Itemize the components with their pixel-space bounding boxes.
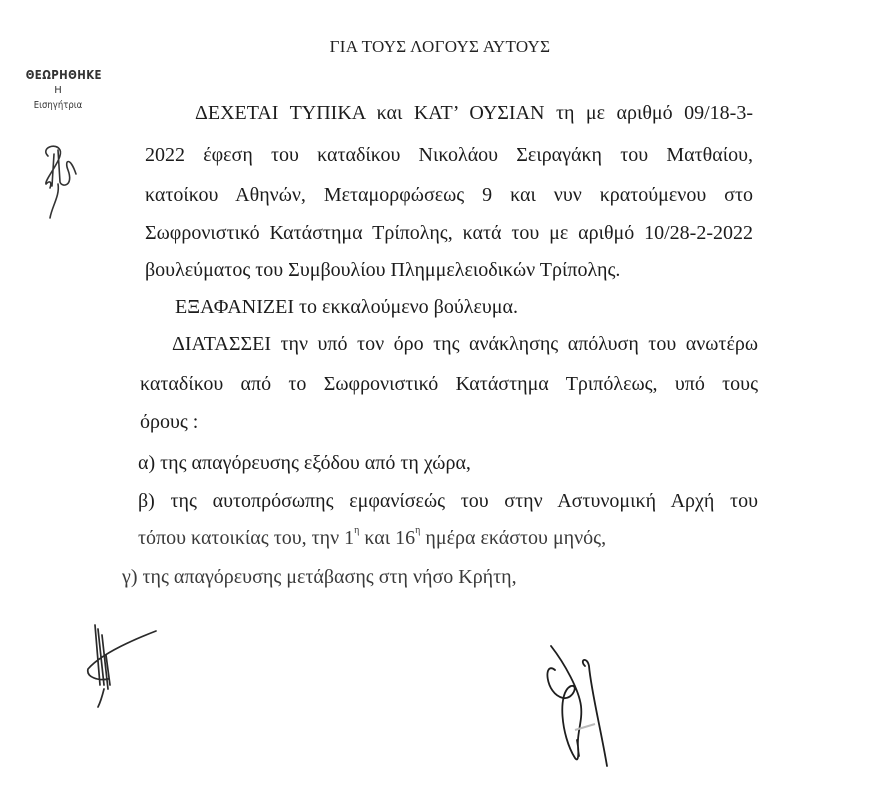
term-c: γ) της απαγόρευσης μετάβασης στη νήσο Κρήτη,	[122, 566, 517, 588]
paragraph-1-line-1: ΔΕΧΕΤΑΙ ΤΥΠΙΚΑ και ΚΑΤ’ ΟΥΣΙΑΝ τη με αριθμό 09/18-3-	[195, 102, 753, 124]
signature-top-left-icon	[30, 140, 90, 220]
term-b-text-pre: τόπου κατοικίας του, την 1	[138, 527, 355, 549]
term-b-line-1: β) της αυτοπρόσωπης εμφανίσεώς του στην Αστυνομική Αρχή του	[138, 490, 758, 512]
paragraph-1-line-3: κατοίκου Αθηνών, Μεταμορφώσεως 9 και νυν κρατούμενου στο	[145, 184, 753, 206]
superscript: η	[354, 525, 360, 536]
paragraph-3-line-2: καταδίκου από το Σωφρονιστικό Κατάστημα Τριπόλεως, υπό τους	[140, 373, 758, 395]
term-b-line-2	[138, 527, 606, 550]
signature-bottom-left-icon	[70, 615, 160, 715]
paragraph-3-line-1: ΔΙΑΤΑΣΣΕΙ την υπό τον όρο της ανάκλησης απόλυση του ανωτέρω	[172, 333, 758, 355]
paragraph-2: ΕΞΑΦΑΝΙΖΕΙ το εκκαλούμενο βούλευμα.	[175, 296, 518, 318]
paragraph-3-line-3: όρους :	[140, 411, 199, 433]
paragraph-1-line-2: 2022 έφεση του καταδίκου Νικολάου Σειραγάκη του Ματθαίου,	[145, 144, 753, 166]
signature-bottom-center-icon	[535, 640, 615, 780]
paragraph-1-line-4: Σωφρονιστικό Κατάστημα Τρίπολης, κατά του με αριθμό 10/28-2-2022	[145, 222, 753, 244]
section-heading: ΓΙΑ ΤΟΥΣ ΛΟΓΟΥΣ ΑΥΤΟΥΣ	[329, 37, 551, 56]
term-b-text-post: ημέρα εκάστου μηνός,	[420, 527, 607, 549]
term-a: α) της απαγόρευσης εξόδου από τη χώρα,	[138, 452, 471, 474]
superscript: η	[415, 525, 421, 536]
stamp-line-3: Εισηγήτρια	[33, 100, 83, 111]
term-b-text-mid: και 16	[359, 527, 416, 549]
paragraph-1-line-5: βουλεύματος του Συμβουλίου Πλημμελειοδικών Τρίπολης.	[145, 259, 621, 281]
review-stamp	[20, 68, 102, 113]
stamp-line-1: ΘΕΩΡΗΘΗΚΕ	[25, 68, 102, 82]
stamp-line-2: Η	[54, 85, 62, 96]
